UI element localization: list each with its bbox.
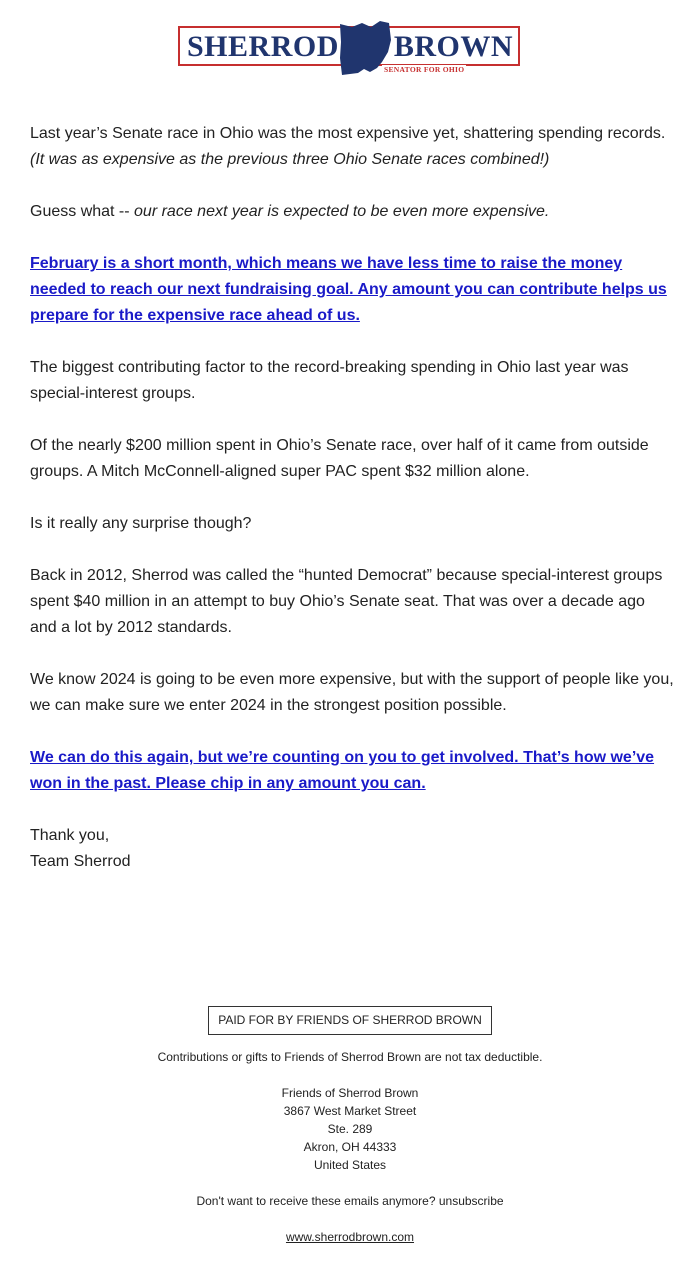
unsubscribe-text[interactable]: Don't want to receive these emails anymore? unsubscribe <box>196 1194 504 1208</box>
paragraph-donate-link-2 <box>30 745 675 797</box>
paragraph-surprise: Is it really any surprise though? <box>30 515 252 532</box>
paragraph-2012: Back in 2012, Sherrod was called the “hunted Democrat” because special-interest groups spent $40 million in an attempt to buy Ohio’s Senate seat. That was over a decade ago and a lot by 2012 standards. <box>30 567 663 636</box>
signoff-thanks: Thank you, <box>30 827 110 844</box>
footer <box>0 1006 700 1246</box>
logo-subtitle: SENATOR FOR OHIO <box>384 65 465 74</box>
address-line: 3867 West Market Street <box>283 1104 417 1118</box>
paid-for-disclaimer: PAID FOR BY FRIENDS OF SHERROD BROWN <box>208 1006 492 1035</box>
mailing-address <box>0 1084 700 1174</box>
logo-word-brown: BROWN <box>393 30 513 63</box>
address-line: United States <box>313 1158 387 1172</box>
address-line: Akron, OH 44333 <box>303 1140 397 1154</box>
donate-link-chip-in[interactable]: We can do this again, but we’re counting on you to get involved. That’s how we’ve won in the past. Please chip in any amount you can. <box>30 749 655 792</box>
paragraph-guess <box>30 199 675 225</box>
paragraph-outside-groups: Of the nearly $200 million spent in Ohio’s Senate race, over half of it came from outside groups. A Mitch McConnell-aligned super PAC spent $32 million alone. <box>30 437 649 480</box>
address-line: Ste. 289 <box>327 1122 373 1136</box>
guess-italic-text: our race next year is expected to be even more expensive. <box>134 203 550 220</box>
website-link[interactable]: www.sherrodbrown.com <box>285 1230 415 1244</box>
signoff-team: Team Sherrod <box>30 853 131 870</box>
signoff <box>30 823 675 875</box>
guess-text: Guess what -- <box>30 203 135 220</box>
intro-text: Last year’s Senate race in Ohio was the most expensive yet, shattering spending records. <box>30 125 666 142</box>
paragraph-donate-link-1 <box>30 251 675 329</box>
ohio-state-icon <box>336 18 392 76</box>
paragraph-spending: The biggest contributing factor to the record-breaking spending in Ohio last year was special-interest groups. <box>30 359 629 402</box>
donate-link-february[interactable]: February is a short month, which means we have less time to raise the money needed to reach our next fundraising goal. Any amount you can contribute helps us prepare for the expensive race ahead of us. <box>30 255 667 324</box>
paragraph-intro <box>30 121 675 173</box>
logo-word-sherrod: SHERROD <box>187 30 339 63</box>
tax-note: Contributions or gifts to Friends of Sherrod Brown are not tax deductible. <box>157 1050 543 1064</box>
address-line: Friends of Sherrod Brown <box>281 1086 419 1100</box>
header <box>0 0 700 90</box>
intro-italic-text: (It was as expensive as the previous three Ohio Senate races combined!) <box>30 151 550 168</box>
paragraph-2024: We know 2024 is going to be even more expensive, but with the support of people like you, we can make sure we enter 2024 in the strongest position possible. <box>30 671 674 714</box>
email-body <box>30 121 675 901</box>
